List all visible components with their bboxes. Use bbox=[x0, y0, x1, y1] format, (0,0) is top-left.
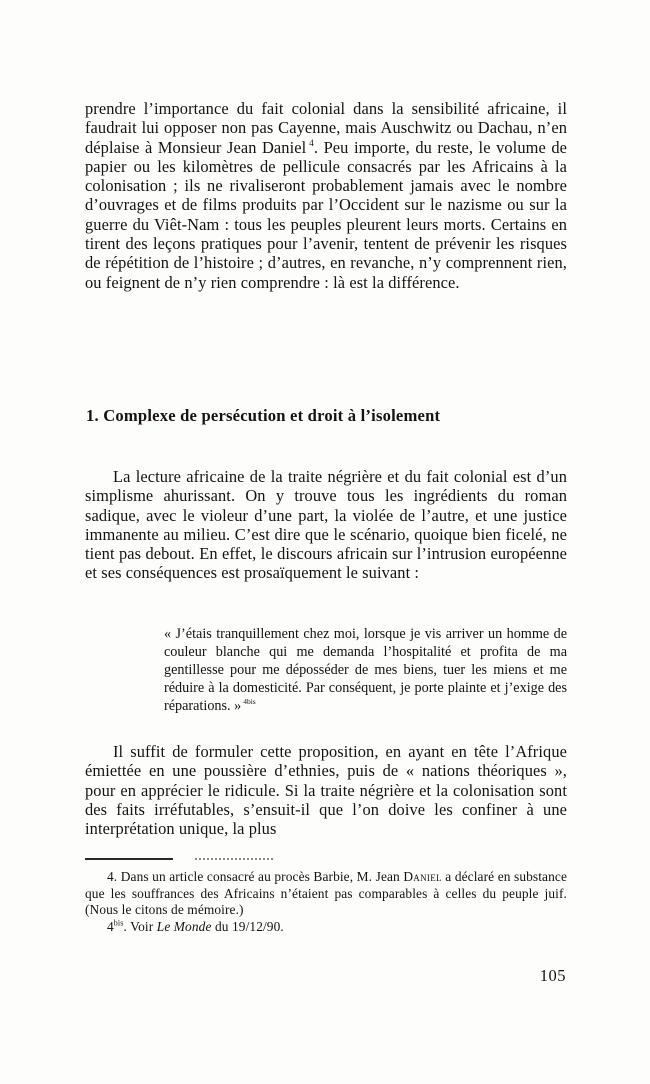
footnote-rule bbox=[85, 858, 567, 862]
footnote-4bis-text-end: du 19/12/90. bbox=[211, 918, 284, 934]
page-number: 105 bbox=[539, 966, 566, 985]
section-heading: 1. Complexe de persécution et droit à l’isolement bbox=[86, 406, 441, 425]
quote-text: « J’étais tranquillement chez moi, lorsque je vis arriver un homme de couleur blanche qui me demanda l’hospitalité et profita de ma gentillesse pour me déposséder de mes biens, tuer les miens et me réduire à la domesticité. Par conséquent, je porte plainte et j’exige des réparations. » bbox=[164, 626, 567, 714]
footnotes-section bbox=[85, 869, 567, 935]
footnote-4-text-end: a déclaré en substance que les souffrances des Africains n’étaient pas comparables à celles du peuple juif. (Nous le citons de mémoire.) bbox=[85, 869, 567, 918]
body-paragraph-1 bbox=[85, 99, 567, 292]
body-paragraph-1-wrap bbox=[85, 99, 567, 292]
footnote-4-text-start: Dans un article consacré au procès Barbie, M. Jean bbox=[120, 869, 404, 884]
paragraph-1-text-before-ref: prendre l’importance du fait colonial dans la sensibilité africaine, il faudrait lui opposer non pas Cayenne, mais Auschwitz ou Dachau, n’en déplaise à Monsieur Jean Daniel bbox=[85, 99, 567, 157]
footnote-4bis-marker-base: 4 bbox=[107, 918, 114, 934]
body-paragraph-3: Il suffit de formuler cette proposition, en ayant en tête l’Afrique émiettée en une poussière d’ethnies, puis de « nations théoriques », pour en apprécier le ridicule. Si la traite négrière et la colonisation sont des faits irréfutables, s’ensuit-il que l’on doive les confiner à une interprétation unique, la plus bbox=[85, 742, 567, 839]
body-paragraph-2: La lecture africaine de la traite négrière et du fait colonial est d’un simplisme ahurissant. On y trouve tous les ingrédients du roman sadique, avec le violeur d’une part, la violée de l’autre, et une justice immanente au milieu. C’est dire que le scénario, quoique bien ficelé, ne tient pas debout. En effet, le discours africain sur l’intrusion européenne et ses conséquences est prosaïquement le suivant : bbox=[85, 467, 567, 583]
footnote-rule-solid-segment bbox=[85, 858, 173, 860]
footnote-ref-4: 4 bbox=[309, 138, 314, 149]
quote-block bbox=[164, 625, 567, 715]
footnote-4bis-journal-title: Le Monde bbox=[156, 918, 212, 934]
footnote-4bis-marker-sup: bis bbox=[113, 918, 124, 928]
footnote-ref-4bis: 4bis bbox=[243, 697, 256, 707]
paragraph-1-text-after-ref: . Peu importe, du reste, le volume de papier ou les kilomètres de pellicule consacrés par les Africains à la colonisation ; ils ne rivaliseront probablement jamais avec le nombre d’ouvrages et de films produits par l’Occident sur le nazisme ou sur la guerre du Viêt-Nam : tous les peuples pleurent leurs morts. Certains en tirent des leçons pratiques pour l’avenir, tentent de prévenir les risques de répétition de l’histoire ; d’autres, en revanche, n’y comprennent rien, ou feignent de n’y rien comprendre : là est la différence. bbox=[85, 137, 568, 292]
footnote-4-marker: 4. bbox=[107, 869, 121, 884]
footnote-4-author-name: Daniel bbox=[403, 869, 442, 884]
footnote-4 bbox=[85, 869, 567, 919]
footnote-rule-faint-segment bbox=[195, 858, 273, 860]
body-paragraph-2-wrap bbox=[85, 467, 567, 583]
footnote-4bis bbox=[85, 919, 567, 936]
footnote-4bis-text-mid: . Voir bbox=[123, 918, 157, 934]
body-paragraph-3-wrap bbox=[85, 742, 567, 838]
